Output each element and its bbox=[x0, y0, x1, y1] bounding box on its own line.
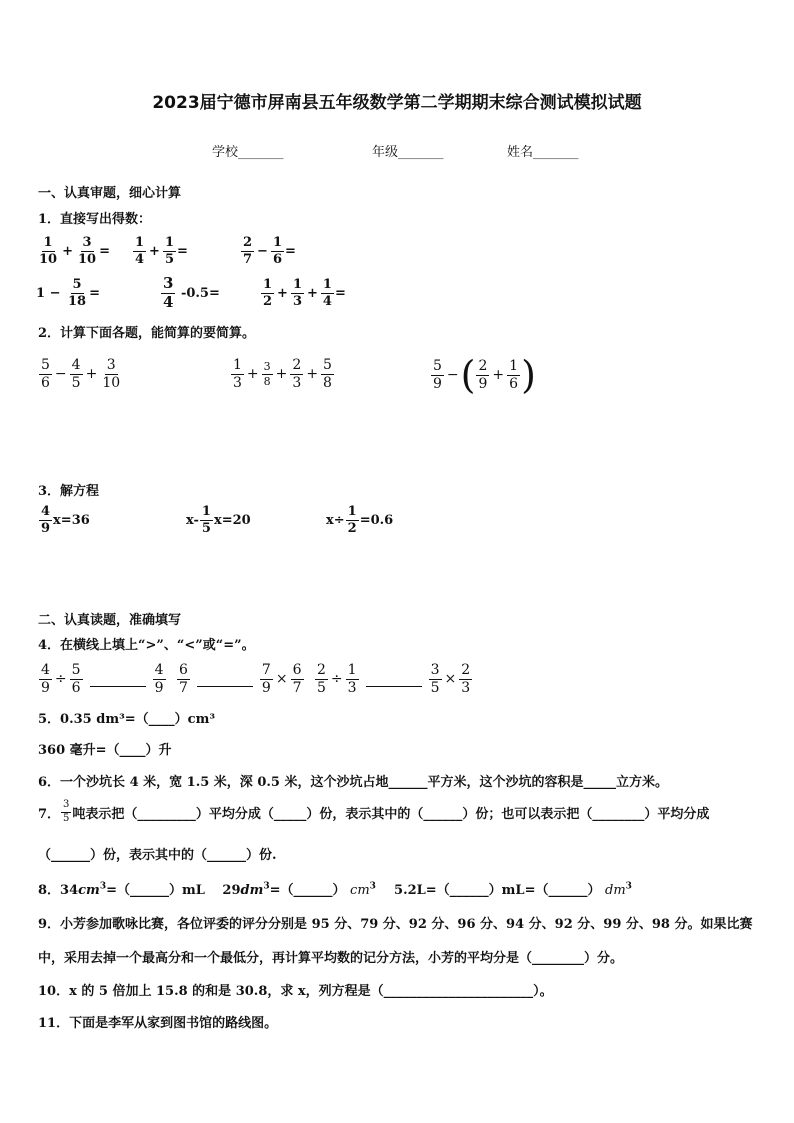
answer-blank[interactable] bbox=[366, 672, 422, 687]
q3-eq-1: $\frac{4}{9}$ x=36 bbox=[41, 504, 90, 536]
q1-item-5: $\frac{3}{4}$ -0.5= bbox=[163, 274, 220, 311]
q3-eq-3: x÷ $\frac{1}{2}$ =0.6 bbox=[326, 504, 394, 536]
page-title: 2023届宁德市屏南县五年级数学第二学期期末综合测试模拟试题 bbox=[152, 93, 642, 113]
section1-heading: 一、认真审题，细心计算 bbox=[38, 186, 182, 201]
q6-text: 6．一个沙坑长 4 米，宽 1.5 米，深 0.5 米，这个沙坑占地______平方米，这个沙坑的容积是_____立方米。 bbox=[38, 775, 668, 790]
q5-line1: 5．0.35 dm³=（____）cm³ bbox=[38, 712, 216, 727]
school-field: 学校_______ bbox=[212, 145, 284, 160]
answer-blank[interactable] bbox=[90, 672, 146, 687]
q2-expr-2: $\frac{1}{3}$ + $\frac{3}{8}$ + $\frac{2}{3}$ + $\frac{5}{8}$ bbox=[233, 357, 332, 391]
grade-field: 年级_______ bbox=[372, 145, 444, 160]
q9-line2: 中，采用去掉一个最高分和一个最低分，再计算平均数的记分方法，小芳的平均分是（________）分。 bbox=[38, 951, 624, 966]
q9-line1: 9．小芳参加歌咏比赛，各位评委的评分分别是 95 分、79 分、92 分、96 分、94 分、92 分、99 分、98 分。如果比赛 bbox=[38, 917, 753, 932]
q2-expr-3: $\frac{5}{9}$ − ( $\frac{2}{9}$ + $\frac{1}{6}$ ) bbox=[433, 353, 536, 397]
section2-heading: 二、认真读题，准确填写 bbox=[38, 613, 182, 628]
q1-item-2: $\frac{1}{4}$ + $\frac{1}{5}$ = bbox=[135, 235, 188, 267]
q8-text: 8．$34cm^3=(\_\_\_\_\_\_)mL$ $29dm^3=(\_\_\_\_\_\_)$ $cm^3$ 5.2L=（______）mL=（______） $dm^3$ bbox=[38, 881, 632, 898]
q10-text: 10．x 的 5 倍加上 15.8 的和是 30.8，求 x，列方程是（_______________________）。 bbox=[38, 984, 553, 999]
q3-eq-2: x- $\frac{1}{5}$ x=20 bbox=[186, 504, 251, 536]
q1-item-1: $\frac{1}{10}$ + $\frac{3}{10}$ = bbox=[39, 235, 110, 267]
q4-compare-3: $\frac{2}{5}$ ÷ $\frac{1}{3}$ $\frac{3}{5}$ × $\frac{2}{3}$ bbox=[317, 662, 471, 696]
q4-compare-1: $\frac{4}{9}$ ÷ $\frac{5}{6}$ $\frac{4}{9}$ bbox=[41, 662, 164, 696]
q4-compare-2: $\frac{6}{7}$ $\frac{7}{9}$ × $\frac{6}{7}$ bbox=[179, 662, 302, 696]
q5-line2: 360 毫升=（____）升 bbox=[38, 743, 172, 758]
q1-item-4: 1 − $\frac{5}{18}$ = bbox=[36, 277, 100, 309]
q1-item-3: $\frac{2}{7}$ − $\frac{1}{6}$ = bbox=[243, 235, 296, 267]
q7-line2: （______）份，表示其中的（______）份. bbox=[38, 848, 277, 863]
q3-label: 3．解方程 bbox=[38, 484, 100, 499]
answer-blank[interactable] bbox=[197, 672, 253, 687]
q2-expr-1: $\frac{5}{6}$ − $\frac{4}{5}$ + $\frac{3}{10}$ bbox=[41, 357, 121, 391]
q2-label: 2．计算下面各题，能简算的要简算。 bbox=[38, 326, 256, 341]
q11-text: 11．下面是李军从家到图书馆的路线图。 bbox=[38, 1016, 278, 1031]
name-field: 姓名_______ bbox=[507, 145, 579, 160]
q7-line1: 7． $\frac{3}{5}$ 吨表示把（_________）平均分成（_____）份，表示其中的（______）份；也可以表示把（________）平均分成 bbox=[38, 799, 710, 824]
q1-label: 1．直接写出得数： bbox=[38, 212, 152, 227]
q4-label: 4．在横线上填上“>”、“<”或“=”。 bbox=[38, 638, 255, 653]
q1-item-6: $\frac{1}{2}$ + $\frac{1}{3}$ + $\frac{1}{4}$ = bbox=[263, 277, 346, 309]
